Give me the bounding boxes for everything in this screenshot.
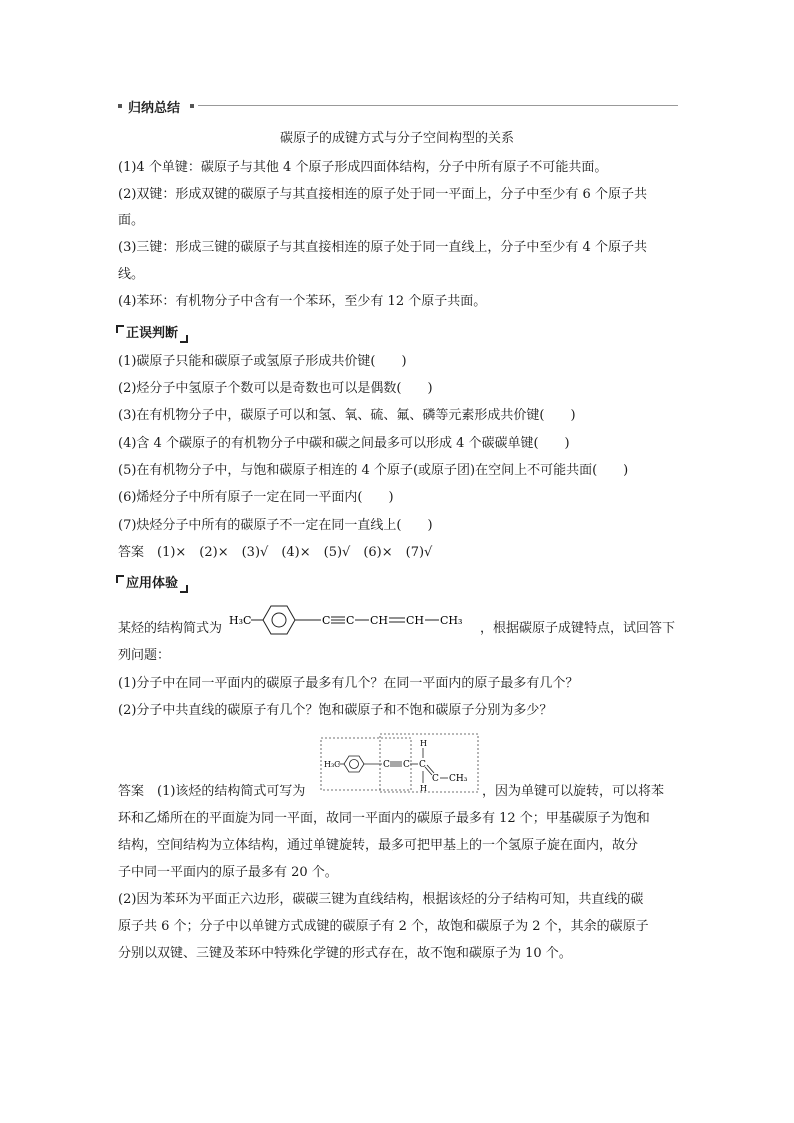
question-line2: 列问题： [118,648,171,663]
struct2-ch3-left: H₃C [324,760,341,769]
structure-formula-2 [320,733,480,795]
header-square-right-icon [190,104,194,108]
answer-suffix: ，因为单键可以旋转，可以将苯 [482,784,665,799]
struct2-c1: C [383,760,390,770]
struct1-ch3: CH₃ [440,614,463,627]
struct1-ch2: CH [406,614,425,627]
struct2-c2: C [403,760,410,770]
question-1: (1)分子中在同一平面内的碳原子最多有几个？在同一平面内的原子最多有几个？ [118,676,579,691]
structure-formula-1 [229,602,479,638]
struct1-ch: CH [370,614,389,627]
application-tag-label: 应用体验 [126,576,179,591]
answer-line: 原子共 6 个；分子中以单键方式成键的碳原子有 2 个，故饱和碳原子为 2 个，其余的碳原子 [118,919,649,934]
header-rule [198,105,678,106]
answer-line: 子中同一平面内的原子最多有 20 个。 [118,865,338,880]
struct2-c4: C [432,774,439,784]
struct1-c1: C [322,614,331,627]
summary-item: (3)三键：形成三键的碳原子与其直接相连的原子处于同一直线上，分子中至少有 4 个原子共 [118,240,647,255]
struct2-h-bot: H [420,784,427,793]
judgement-item: (1)碳原子只能和碳原子或氢原子形成共价键( ) [118,354,407,369]
judgement-item: (6)烯烃分子中所有原子一定在同一平面内( ) [118,490,394,505]
judgement-item: (7)炔烃分子中所有的碳原子不一定在同一直线上( ) [118,518,433,533]
question-prefix: 某烃的结构简式为 [118,621,223,636]
struct2-c3: C [419,760,426,770]
struct1-ch3-left: H₃C [229,614,252,627]
header-square-left-icon [118,104,122,108]
benzene-ring-icon [263,606,295,634]
question-suffix: ，根据碳原子成键特点，试回答下 [480,621,676,636]
summary-item: (4)苯环：有机物分子中含有一个苯环，至少有 12 个原子共面。 [118,294,487,309]
answer-line: 环和乙烯所在的平面旋为同一平面，故同一平面内的碳原子最多有 12 个；甲基碳原子为饱和 [118,811,650,826]
section-title: 归纳总结 [128,101,181,116]
judgement-tag [116,325,188,343]
judgement-tag-label: 正误判断 [126,326,179,341]
answer-line: 结构，空间结构为立体结构，通过单键旋转，最多可把甲基上的一个氢原子旋在面内，故分 [118,838,639,853]
answer-prefix: 答案 (1)该烃的结构简式可写为 [118,784,306,799]
judgement-item: (4)含 4 个碳原子的有机物分子中碳和碳之间最多可以形成 4 个碳碳单键( ) [118,436,570,451]
judgement-item: (5)在有机物分子中，与饱和碳原子相连的 4 个原子(或原子团)在空间上不可能共面( ) [118,463,629,478]
judgement-answer: 答案 (1)× (2)× (3)√ (4)× (5)√ (6)× (7)√ [118,545,433,560]
summary-item: 面。 [118,213,145,228]
summary-item: (1)4 个单键：碳原子与其他 4 个原子形成四面体结构，分子中所有原子不可能共面。 [118,160,608,175]
benzene-ring-icon [344,756,364,772]
answer-line: 分别以双键、三键及苯环中特殊化学键的形式存在，故不饱和碳原子为 10 个。 [118,946,572,961]
struct1-c2: C [346,614,355,627]
struct2-ch3: CH₃ [449,774,468,784]
summary-item: 线。 [118,267,145,282]
summary-item: (2)双键：形成双键的碳原子与其直接相连的原子处于同一平面上，分子中至少有 6 个原子共 [118,187,647,202]
question-2: (2)分子中共直线的碳原子有几个？饱和碳原子和不饱和碳原子分别为多少？ [118,703,553,718]
struct2-h-top: H [420,739,427,748]
section-header [118,96,678,116]
answer-line: (2)因为苯环为平面正六边形，碳碳三键为直线结构，根据该烃的分子结构可知，共直线的碳 [118,892,644,907]
judgement-item: (3)在有机物分子中，碳原子可以和氢、氧、硫、氟、磷等元素形成共价键( ) [118,408,576,423]
application-tag [116,575,188,593]
summary-heading: 碳原子的成键方式与分子空间构型的关系 [279,131,514,146]
judgement-item: (2)烃分子中氢原子个数可以是奇数也可以是偶数( ) [118,381,433,396]
